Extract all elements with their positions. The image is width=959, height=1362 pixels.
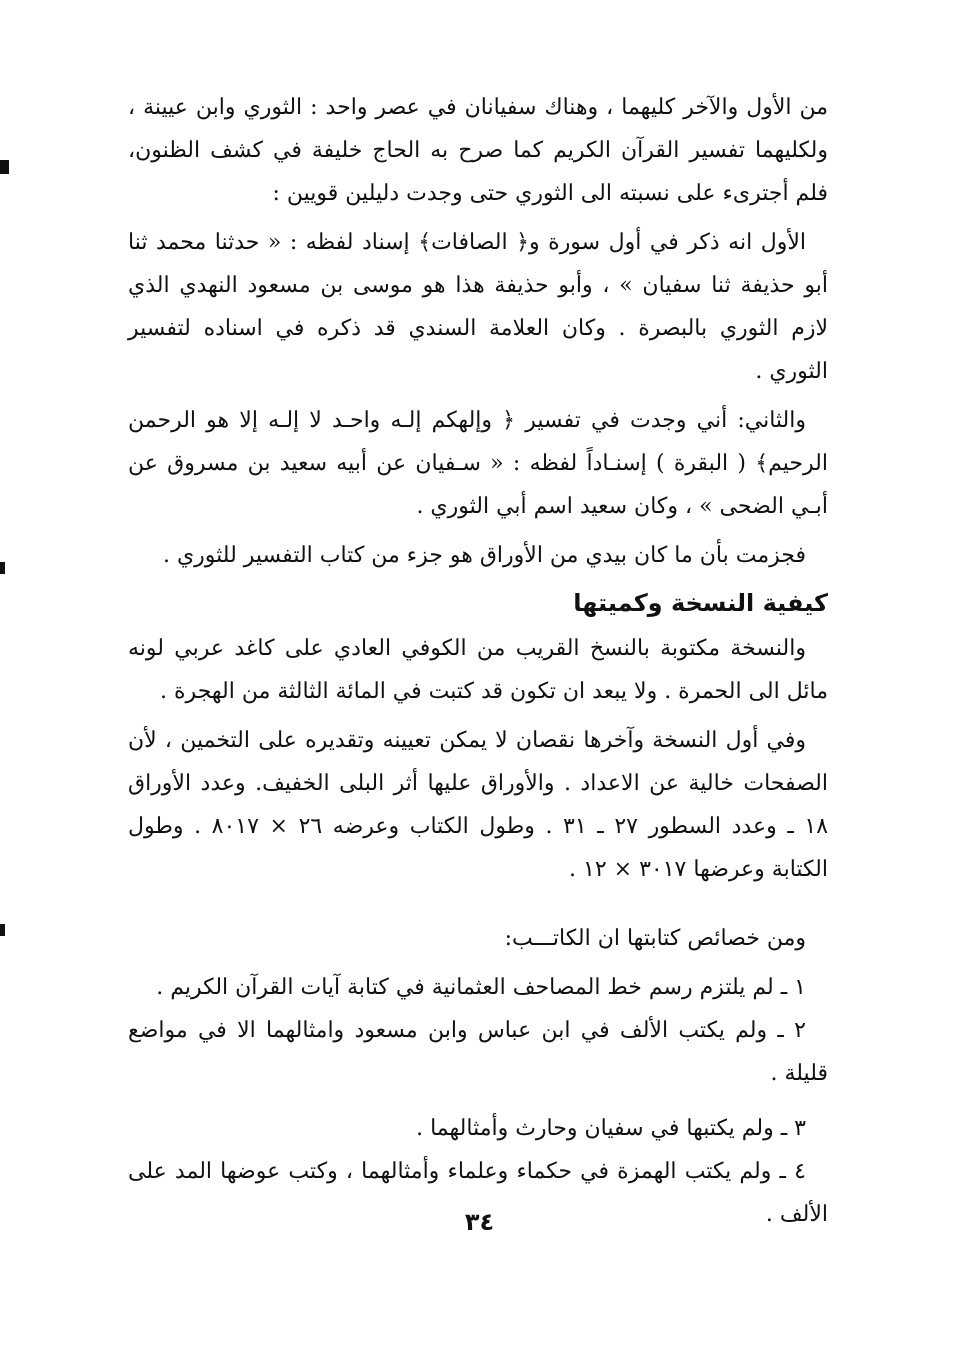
paragraph: من الأول والآخر كليهما ، وهناك سفيانان في عصر واحد : الثوري وابن عيينة ، ولكليهما تفسير القرآن الكريم كما صرح به الحاج خليفة في كشف الظنون، فلم أجترىء على نسبته الى الثوري حتى وجدت دليلين قويين :: [128, 95, 828, 206]
paragraph: الأول انه ذكر في أول سورة و﴿ الصافات﴾ إسناد لفظه : « حدثنا محمد ثنا أبو حذيفة ثنا سفيان » ، وأبو حذيفة هذا هو موسى بن مسعود النهدي الذي لازم الثوري بالبصرة . وكان العلامة السندي قد ذكره في اسناده لتفسير الثوري .: [128, 230, 828, 384]
paragraph: والثاني: أني وجدت في تفسير ﴿ وإلهكم إلـه واحـد لا إلـه إلا هو الرحمن الرحيم﴾ ( البقرة ) إسنـاداً لفظه : « سـفيان عن أبيه سعيد بن مسروق عن أبـي الضحى » ، وكان سعيد اسم أبي الثوري .: [128, 408, 828, 519]
list-intro: ومن خصائص كتابتها ان الكاتـــب:: [504, 926, 806, 951]
scan-margin-mark: [0, 924, 5, 936]
list-item: ٢ ـ ولم يكتب الألف في ابن عباس وابن مسعود وامثالهما الا في مواضع قليلة .: [128, 1018, 828, 1086]
paragraph: فجزمت بأن ما كان بيدي من الأوراق هو جزء من كتاب التفسير للثوري .: [162, 543, 806, 568]
list-item: ٤ ـ ولم يكتب الهمزة في حكماء وعلماء وأمثالهما ، وكتب عوضها المد على الألف .: [128, 1159, 828, 1227]
list-item: ١ ـ لم يلتزم رسم خط المصاحف العثمانية في كتابة آيات القرآن الكريم .: [156, 975, 806, 1000]
spacer: [128, 897, 828, 917]
scan-margin-mark: [0, 160, 9, 174]
section-heading: كيفية النسخة وكميتها: [573, 589, 828, 617]
list-item: ٣ ـ ولم يكتبها في سفيان وحارث وأمثالهما .: [416, 1116, 806, 1141]
page-number: ٣٤: [464, 1208, 495, 1236]
scan-margin-mark: [0, 562, 5, 574]
spacer: [128, 1095, 828, 1107]
page-body: [128, 86, 828, 1236]
paragraph: والنسخة مكتوبة بالنسخ القريب من الكوفي العادي على كاغد عربي لونه مائل الى الحمرة . ولا يبعد ان تكون قد كتبت في المائة الثالثة من الهجرة .: [128, 636, 828, 704]
paragraph: وفي أول النسخة وآخرها نقصان لا يمكن تعيينه وتقديره على التخمين ، لأن الصفحات خالية عن الاعداد . والأوراق عليها أثر البلى الخفيف. وعدد الأوراق ١٨ ـ وعدد السطور ٢٧ ـ ٣١ . وطول الكتاب وعرضه ٢٦ × ٨٠١٧ . وطول الكتابة وعرضها ٣٠١٧ × ١٢ .: [128, 728, 829, 882]
